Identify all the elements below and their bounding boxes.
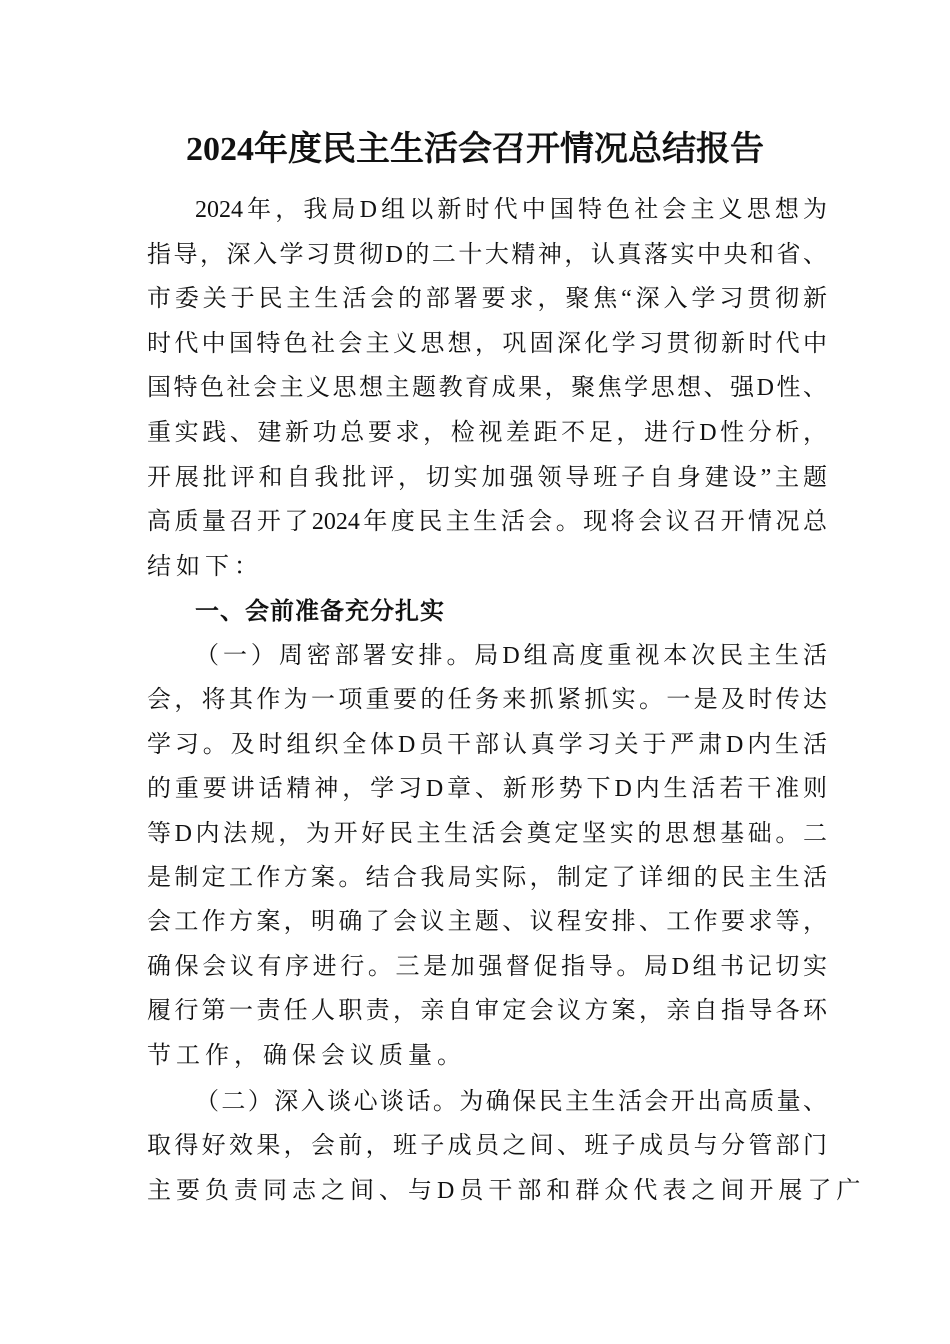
text-line: 学习。及时组织全体D员干部认真学习关于严肃D内生活 <box>147 731 827 758</box>
text-line: 节工作，确保会议质量。 <box>147 1042 466 1069</box>
text-line: 指导，深入学习贯彻D的二十大精神，认真落实中央和省、 <box>147 241 827 268</box>
text-line: 是制定工作方案。结合我局实际，制定了详细的民主生活 <box>147 865 827 891</box>
text-line: 市委关于民主生活会的部署要求，聚焦“深入学习贯彻新 <box>147 286 827 313</box>
text-line: 等D内法规，为开好民主生活会奠定坚实的思想基础。二 <box>147 820 827 847</box>
text-line: 会，将其作为一项重要的任务来抓紧抓实。一是及时传达 <box>147 687 827 714</box>
section-heading: 一、会前准备充分扎实 <box>195 598 445 625</box>
text-line: 主要负责同志之间、与D员干部和群众代表之间开展了广 <box>147 1177 866 1204</box>
text-line: 2024年，我局D组以新时代中国特色社会主义思想为 <box>195 197 827 223</box>
document-title: 2024年度民主生活会召开情况总结报告 <box>186 131 764 168</box>
text-line: 会工作方案，明确了会议主题、议程安排、工作要求等， <box>147 909 827 936</box>
text-line: （一）周密部署安排。局D组高度重视本次民主生活 <box>195 643 827 669</box>
text-line: 履行第一责任人职责，亲自审定会议方案，亲自指导各环 <box>147 998 827 1025</box>
text-line: 时代中国特色社会主义思想，巩固深化学习贯彻新时代中 <box>147 330 827 357</box>
text-line: 高质量召开了2024年度民主生活会。现将会议召开情况总 <box>147 509 827 536</box>
text-line: 的重要讲话精神，学习D章、新形势下D内生活若干准则 <box>147 776 827 803</box>
text-line: 国特色社会主义思想主题教育成果，聚焦学思想、强D性、 <box>147 375 827 402</box>
text-line: （二）深入谈心谈话。为确保民主生活会开出高质量、 <box>195 1089 827 1115</box>
text-line: 开展批评和自我批评，切实加强领导班子自身建设”主题 <box>147 464 827 491</box>
text-line: 取得好效果，会前，班子成员之间、班子成员与分管部门 <box>147 1133 827 1160</box>
text-line: 确保会议有序进行。三是加强督促指导。局D组书记切实 <box>147 953 827 980</box>
text-line: 重实践、建新功总要求，检视差距不足，进行D性分析， <box>147 420 827 446</box>
text-line: 结如下： <box>147 553 263 580</box>
